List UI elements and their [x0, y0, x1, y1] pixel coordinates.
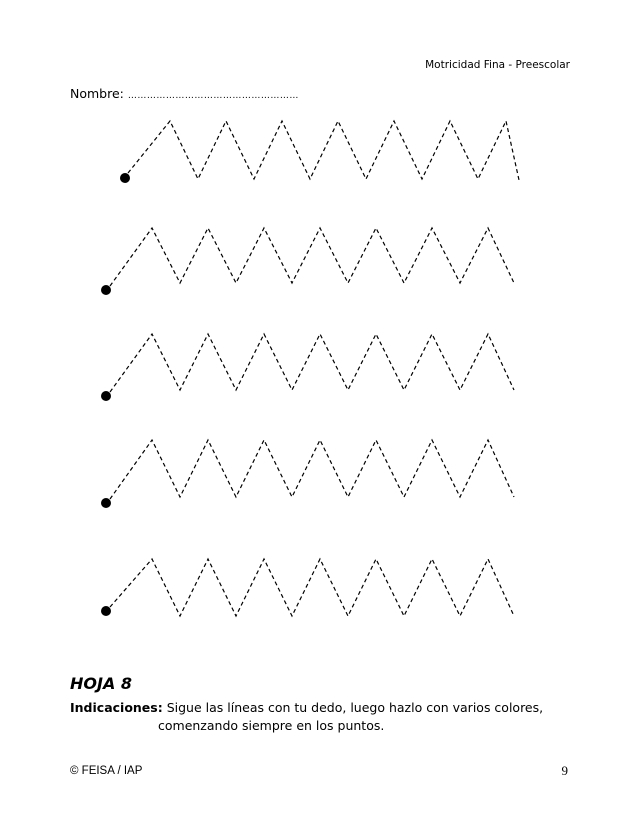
- start-dot: [101, 498, 111, 508]
- start-dot: [101, 391, 111, 401]
- start-dot: [101, 606, 111, 616]
- instructions-line-2: comenzando siempre en los puntos.: [158, 718, 385, 733]
- sheet-title: HOJA 8: [70, 674, 133, 693]
- zigzag-tracing-line: [128, 121, 519, 180]
- start-dot: [120, 173, 130, 183]
- footer-copyright: © FEISA / IAP: [70, 765, 143, 777]
- start-dot: [101, 285, 111, 295]
- instructions: [70, 699, 543, 735]
- instructions-label: Indicaciones:: [70, 700, 163, 715]
- zigzag-tracing-line: [110, 334, 514, 392]
- zigzag-tracing-line: [110, 228, 514, 286]
- name-label: Nombre:: [70, 86, 124, 101]
- header-title: Motricidad Fina - Preescolar: [425, 59, 570, 71]
- zigzag-tracing-line: [110, 440, 514, 499]
- instructions-line-1: Sigue las líneas con tu dedo, luego hazlo con varios colores,: [162, 700, 544, 715]
- zigzag-tracing-line: [110, 559, 514, 616]
- name-blank-line[interactable]: ………………………………………………: [127, 91, 299, 101]
- page-number: 9: [561, 763, 568, 778]
